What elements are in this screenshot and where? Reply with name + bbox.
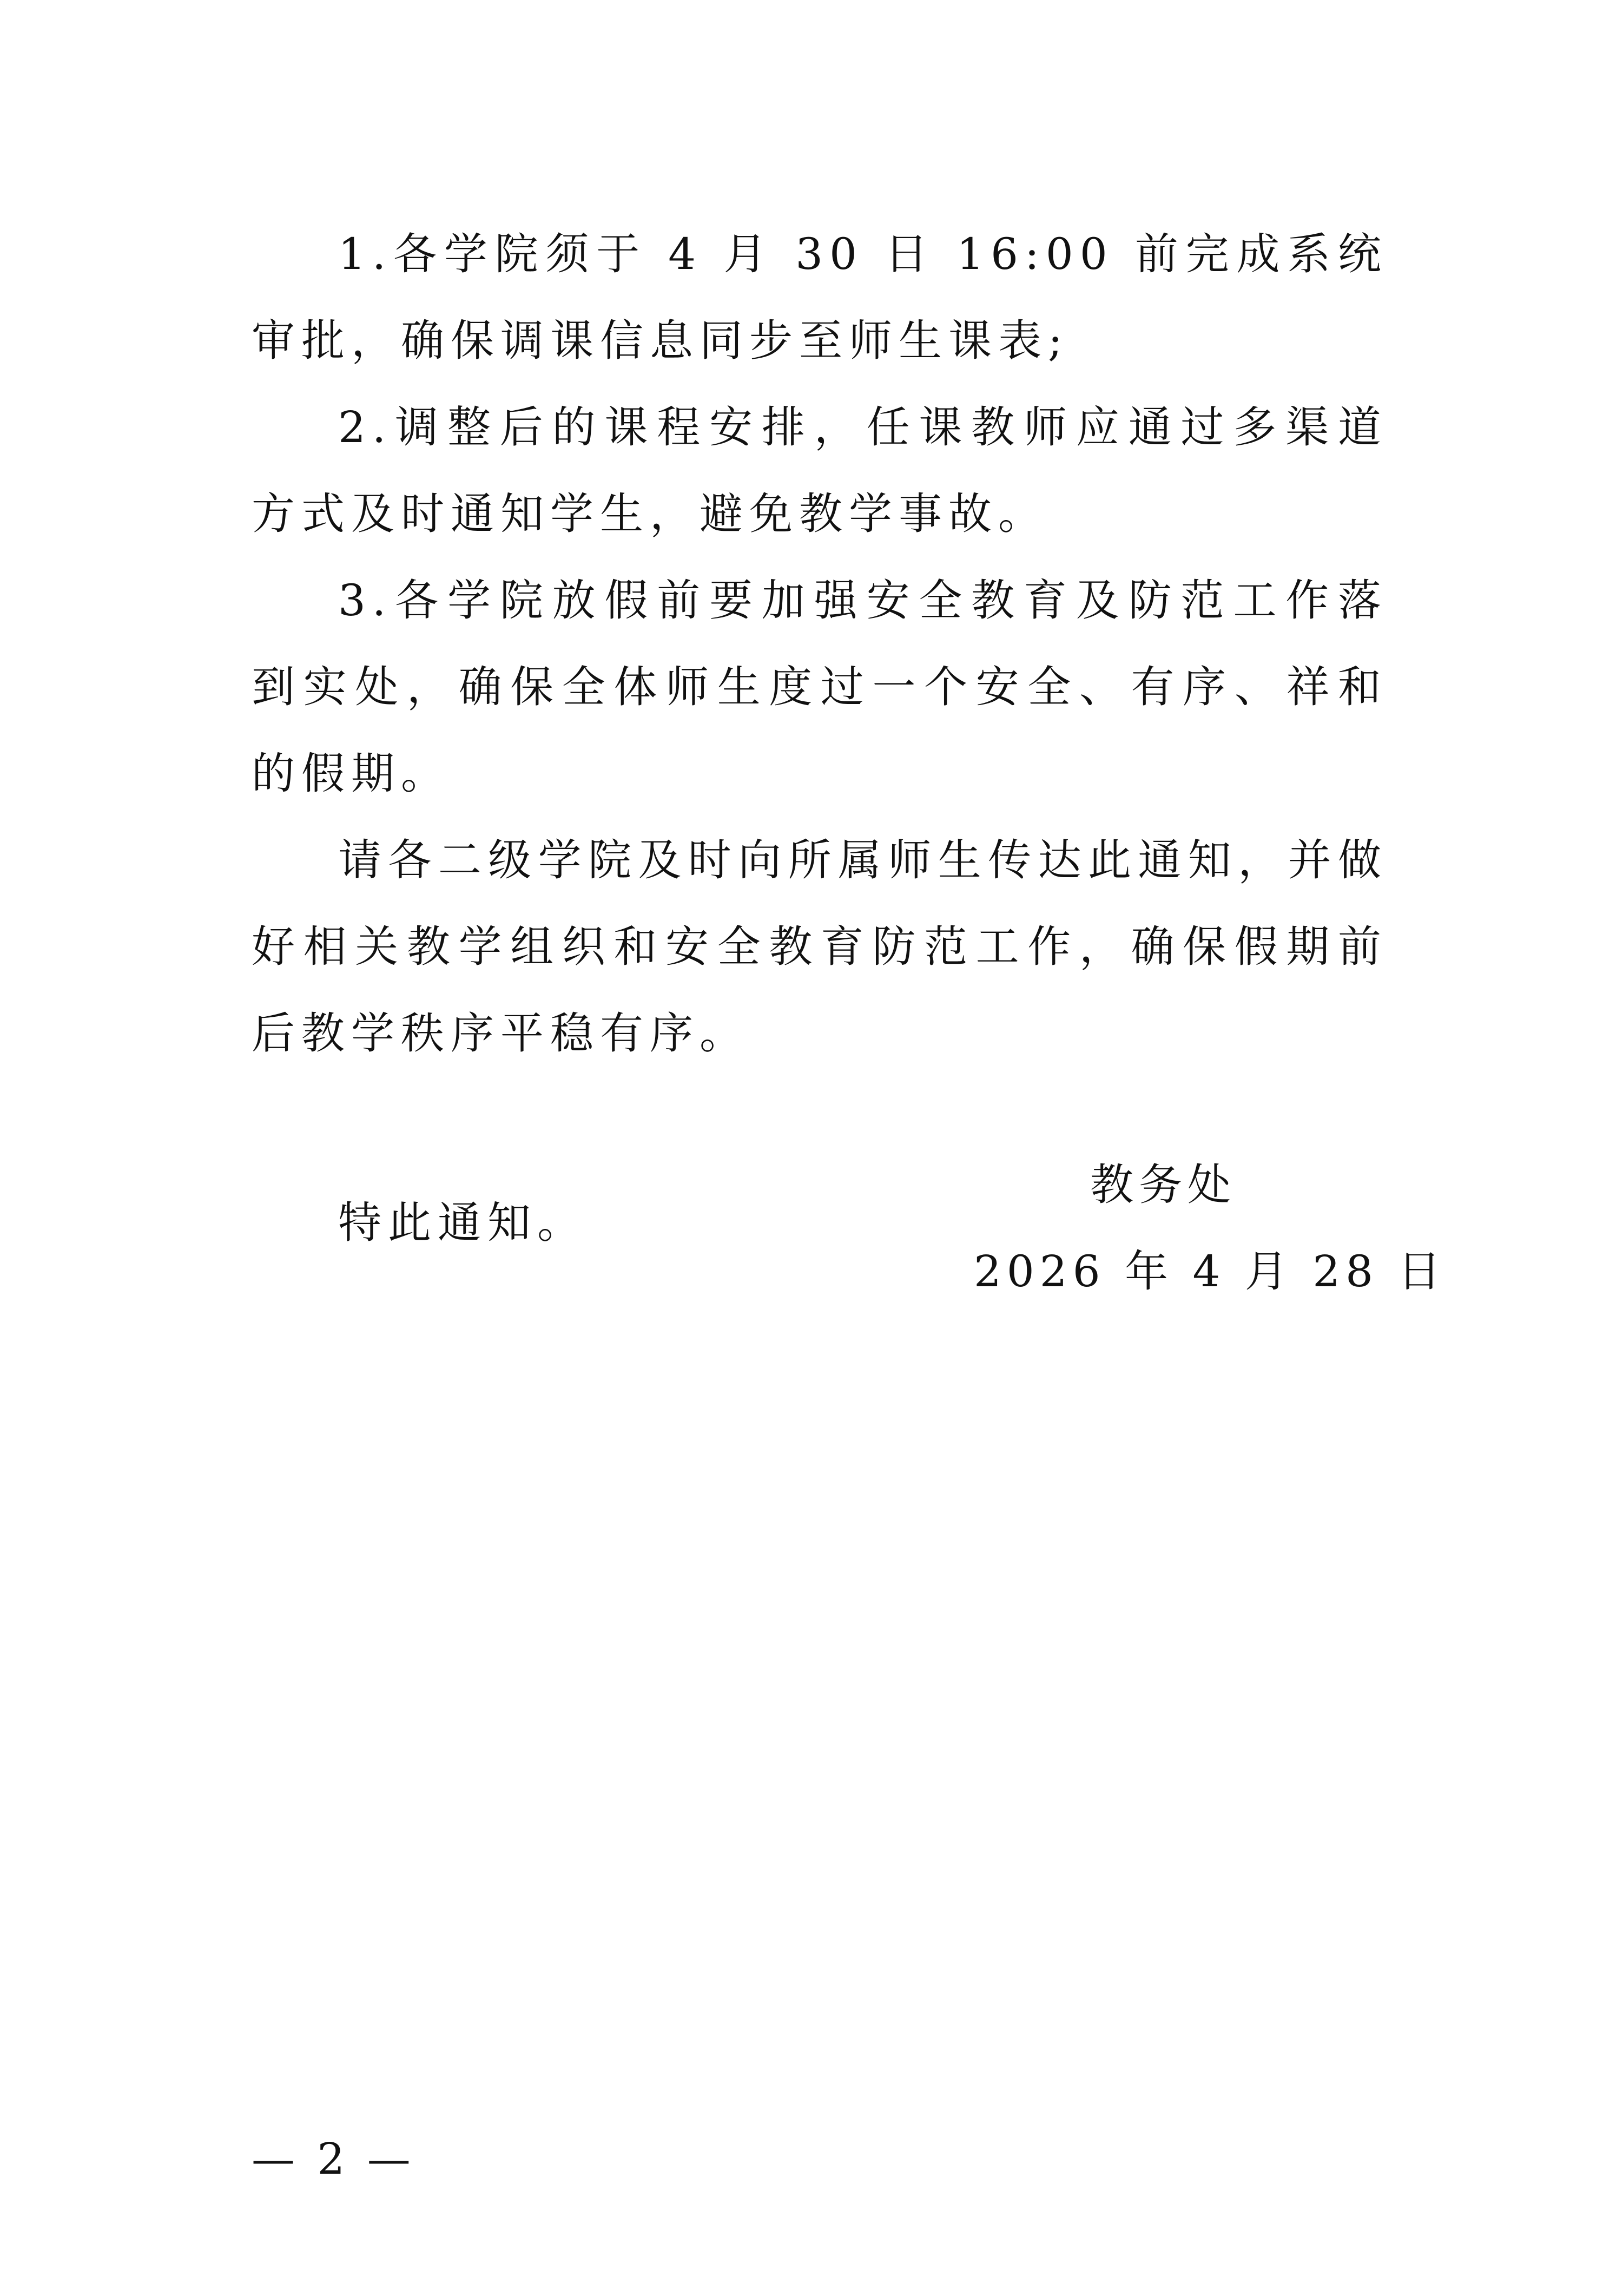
paragraph-item-2: 2.调整后的课程安排，任课教师应通过多渠道方式及时通知学生，避免教学事故。 [252, 402, 1388, 539]
document-body [252, 211, 1388, 1266]
paragraph-item-3: 3.各学院放假前要加强安全教育及防范工作落到实处，确保全体师生度过一个安全、有序、祥和的假期。 [252, 575, 1388, 799]
paragraph-item-1: 1.各学院须于 4 月 30 日 16:00 前完成系统审批，确保调课信息同步至师生课表; [252, 229, 1388, 366]
paragraph-request: 请各二级学院及时向所属师生传达此通知，并做好相关教学组织和安全教育防范工作，确保假期前后教学秩序平稳有序。 [252, 835, 1388, 1058]
signature-organization: 教务处 [1090, 1160, 1236, 1210]
signature-block [974, 1142, 1461, 1315]
page-number: — 2 — [252, 2134, 415, 2184]
closing-text: 特此通知。 [338, 1198, 587, 1248]
signature-date: 2026 年 4 月 28 日 [974, 1246, 1447, 1297]
